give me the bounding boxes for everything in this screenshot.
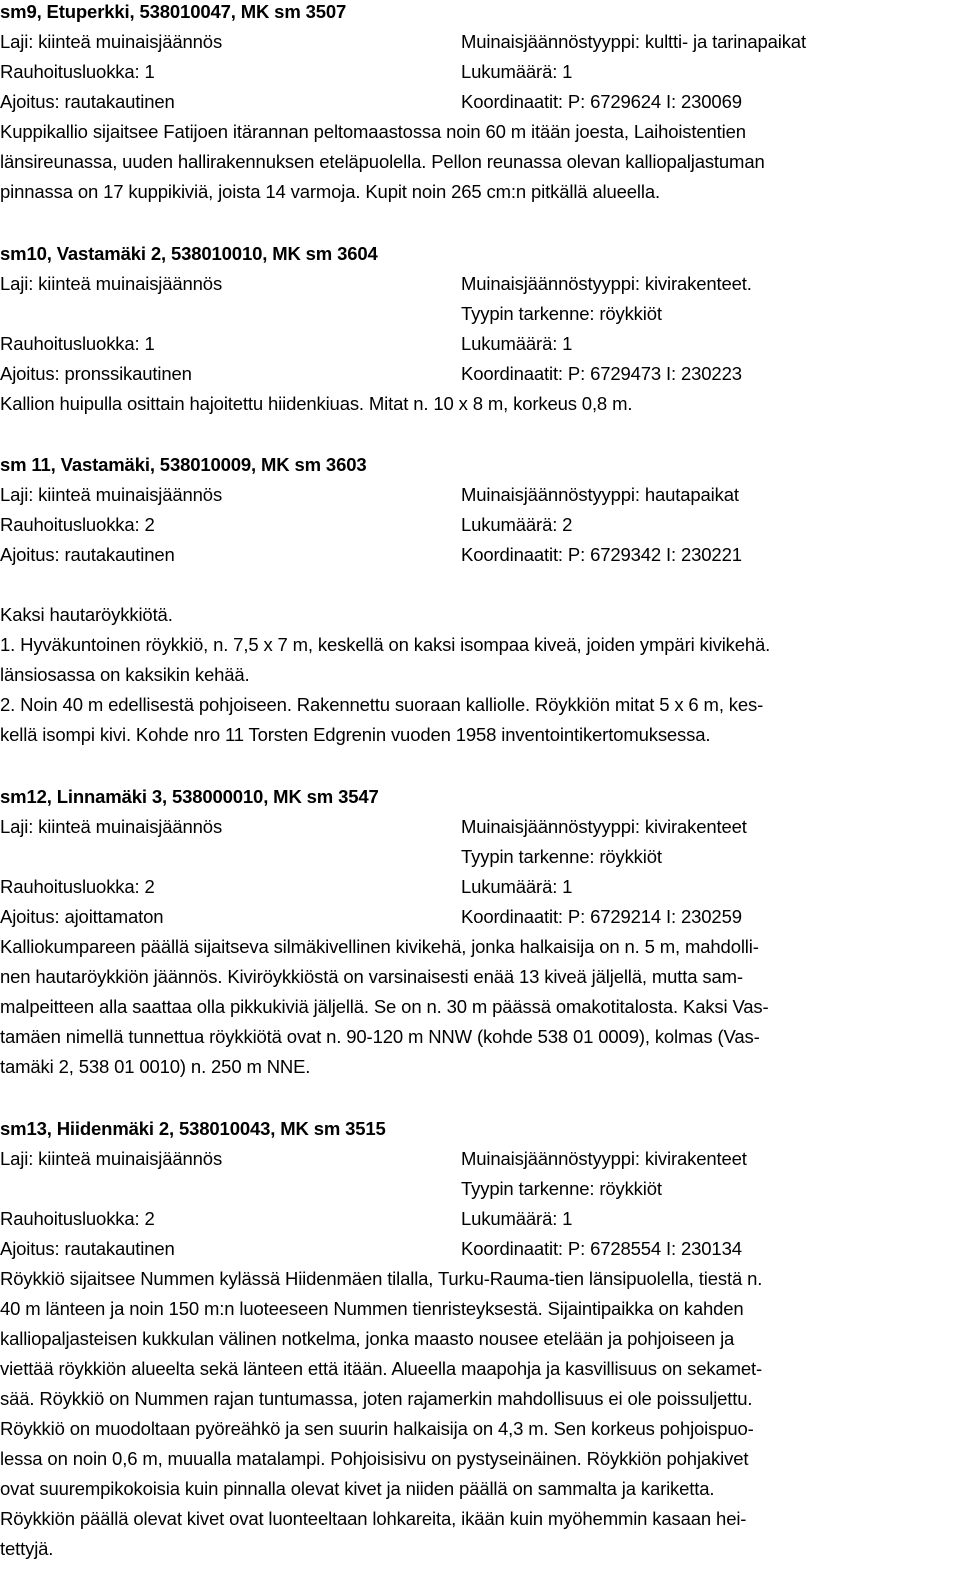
entry-row [0,510,960,540]
row-right: Lukumäärä: 1 [461,333,573,354]
row-right: Koordinaatit: P: 6729473 I: 230223 [461,363,742,384]
row-left: Rauhoitusluokka: 2 [0,1208,155,1229]
row-right: Muinaisjäännöstyyppi: kivirakenteet. [461,273,752,294]
entry-row [0,87,960,117]
entry-row [0,540,960,570]
row-left: Laji: kiinteä muinaisjäännös [0,1148,223,1169]
row-left: Rauhoitusluokka: 1 [0,61,155,82]
body-line: länsireunassa, uuden hallirakennuksen eteläpuolella. Pellon reunassa olevan kalliopaljastuman [0,151,765,172]
row-right: Koordinaatit: P: 6729214 I: 230259 [461,906,742,927]
row-left: Laji: kiinteä muinaisjäännös [0,484,223,505]
spacer [0,570,960,600]
body-line: sää. Röykkiö on Nummen rajan tuntumassa, joten rajamerkin mahdollisuus ei ole poissuljettu. [0,1388,753,1409]
row-left: Ajoitus: rautakautinen [0,544,175,565]
row-right: Tyypin tarkenne: röykkiöt [461,846,662,867]
body-line: Kallion huipulla osittain hajoitettu hiidenkiuas. Mitat n. 10 x 8 m, korkeus 0,8 m. [0,393,633,414]
entry-sm12 [0,782,960,1082]
entry-row [0,1234,960,1264]
body-line: länsiosassa on kaksikin kehää. [0,664,250,685]
body-line: 1. Hyväkuntoinen röykkiö, n. 7,5 x 7 m, keskellä on kaksi isompaa kiveä, joiden ympäri kivikehä. [0,634,771,655]
entry-row [0,812,960,842]
entry-row [0,57,960,87]
row-right: Lukumäärä: 1 [461,61,573,82]
row-left: Rauhoitusluokka: 2 [0,876,155,897]
row-left: Laji: kiinteä muinaisjäännös [0,273,223,294]
row-right: Muinaisjäännöstyyppi: kivirakenteet [461,1148,747,1169]
body-line: tettyjä. [0,1538,54,1559]
body-line: Röykkiö on muodoltaan pyöreähkö ja sen suurin halkaisija on 4,3 m. Sen korkeus pohjoispuo- [0,1418,754,1439]
row-left: Rauhoitusluokka: 1 [0,333,155,354]
row-right: Muinaisjäännöstyyppi: kultti- ja tarinapaikat [461,31,806,52]
row-left: Ajoitus: rautakautinen [0,1238,175,1259]
row-right: Muinaisjäännöstyyppi: hautapaikat [461,484,739,505]
entry-row [0,1144,960,1174]
entry-sm11 [0,450,960,750]
body-line: lessa on noin 0,6 m, muualla matalampi. Pohjoisisivu on pystyseinäinen. Röykkiön pohjakivet [0,1448,749,1469]
entry-row [0,872,960,902]
body-line: Röykkiö sijaitsee Nummen kylässä Hiidenmäen tilalla, Turku-Rauma-tien länsipuolella, tiestä n. [0,1268,763,1289]
entry-title: sm13, Hiidenmäki 2, 538010043, MK sm 3515 [0,1118,386,1139]
entry-row [0,842,960,872]
entry-sm13 [0,1114,960,1564]
entry-row [0,902,960,932]
entry-row [0,1174,960,1204]
row-left: Rauhoitusluokka: 2 [0,514,155,535]
entry-title: sm10, Vastamäki 2, 538010010, MK sm 3604 [0,243,378,264]
entry-row [0,359,960,389]
body-line: pinnassa on 17 kuppikiviä, joista 14 varmoja. Kupit noin 265 cm:n pitkällä alueella. [0,181,660,202]
row-right: Lukumäärä: 1 [461,1208,573,1229]
body-line: tamäen nimellä tunnettua röykkiötä ovat n. 90-120 m NNW (kohde 538 01 0009), kolmas (Vas- [0,1026,760,1047]
body-line: tamäki 2, 538 01 0010) n. 250 m NNE. [0,1056,311,1077]
entry-sm9 [0,0,960,207]
entry-title: sm9, Etuperkki, 538010047, MK sm 3507 [0,1,347,22]
row-left: Ajoitus: pronssikautinen [0,363,192,384]
row-left: Ajoitus: rautakautinen [0,91,175,112]
row-left: Laji: kiinteä muinaisjäännös [0,816,223,837]
entry-title: sm12, Linnamäki 3, 538000010, MK sm 3547 [0,786,379,807]
row-right: Tyypin tarkenne: röykkiöt [461,1178,662,1199]
body-line: Kalliokumpareen päällä sijaitseva silmäkivellinen kivikehä, jonka halkaisija on n. 5 m, mahdolli- [0,936,759,957]
body-line: ovat suurempikokoisia kuin pinnalla olevat kivet ja niiden päällä on sammalta ja kariketta. [0,1478,715,1499]
body-line: Kuppikallio sijaitsee Fatijoen itärannan peltomaastossa noin 60 m itään joesta, Laihoistentien [0,121,746,142]
row-left: Ajoitus: ajoittamaton [0,906,164,927]
row-right: Koordinaatit: P: 6729624 I: 230069 [461,91,742,112]
entry-row [0,480,960,510]
row-right: Lukumäärä: 2 [461,514,573,535]
entry-row [0,299,960,329]
body-line: kellä isompi kivi. Kohde nro 11 Torsten Edgrenin vuoden 1958 inventointikertomuksessa. [0,724,711,745]
body-line: nen hautaröykkiön jäännös. Kiviröykkiöstä on varsinaisesti enää 13 kiveä jäljellä, mutta sam- [0,966,743,987]
entry-row [0,27,960,57]
row-right: Koordinaatit: P: 6729342 I: 230221 [461,544,742,565]
row-right: Tyypin tarkenne: röykkiöt [461,303,662,324]
body-line: kalliopaljasteisen kukkulan välinen notkelma, jonka maasto nousee etelään ja pohjoiseen ja [0,1328,735,1349]
entry-row [0,329,960,359]
body-line: 2. Noin 40 m edellisestä pohjoiseen. Rakennettu suoraan kalliolle. Röykkiön mitat 5 x 6 m, kes- [0,694,764,715]
row-right: Muinaisjäännöstyyppi: kivirakenteet [461,816,747,837]
entry-title: sm 11, Vastamäki, 538010009, MK sm 3603 [0,454,367,475]
body-line: malpeitteen alla saattaa olla pikkukiviä jäljellä. Se on n. 30 m päässä omakotitalosta. Kaksi Vas- [0,996,769,1017]
body-line: Kaksi hautaröykkiötä. [0,604,173,625]
entry-sm10 [0,239,960,419]
body-line: viettää röykkiön alueelta sekä länteen että itään. Alueella maapohja ja kasvillisuus on sekamet- [0,1358,763,1379]
row-left: Laji: kiinteä muinaisjäännös [0,31,223,52]
body-line: 40 m länteen ja noin 150 m:n luoteeseen Nummen tienristeyksestä. Sijaintipaikka on kahden [0,1298,744,1319]
body-line: Röykkiön päällä olevat kivet ovat luonteeltaan lohkareita, ikään kuin myöhemmin kasaan hei- [0,1508,747,1529]
row-right: Koordinaatit: P: 6728554 I: 230134 [461,1238,742,1259]
entry-row [0,1204,960,1234]
entry-row [0,269,960,299]
row-right: Lukumäärä: 1 [461,876,573,897]
